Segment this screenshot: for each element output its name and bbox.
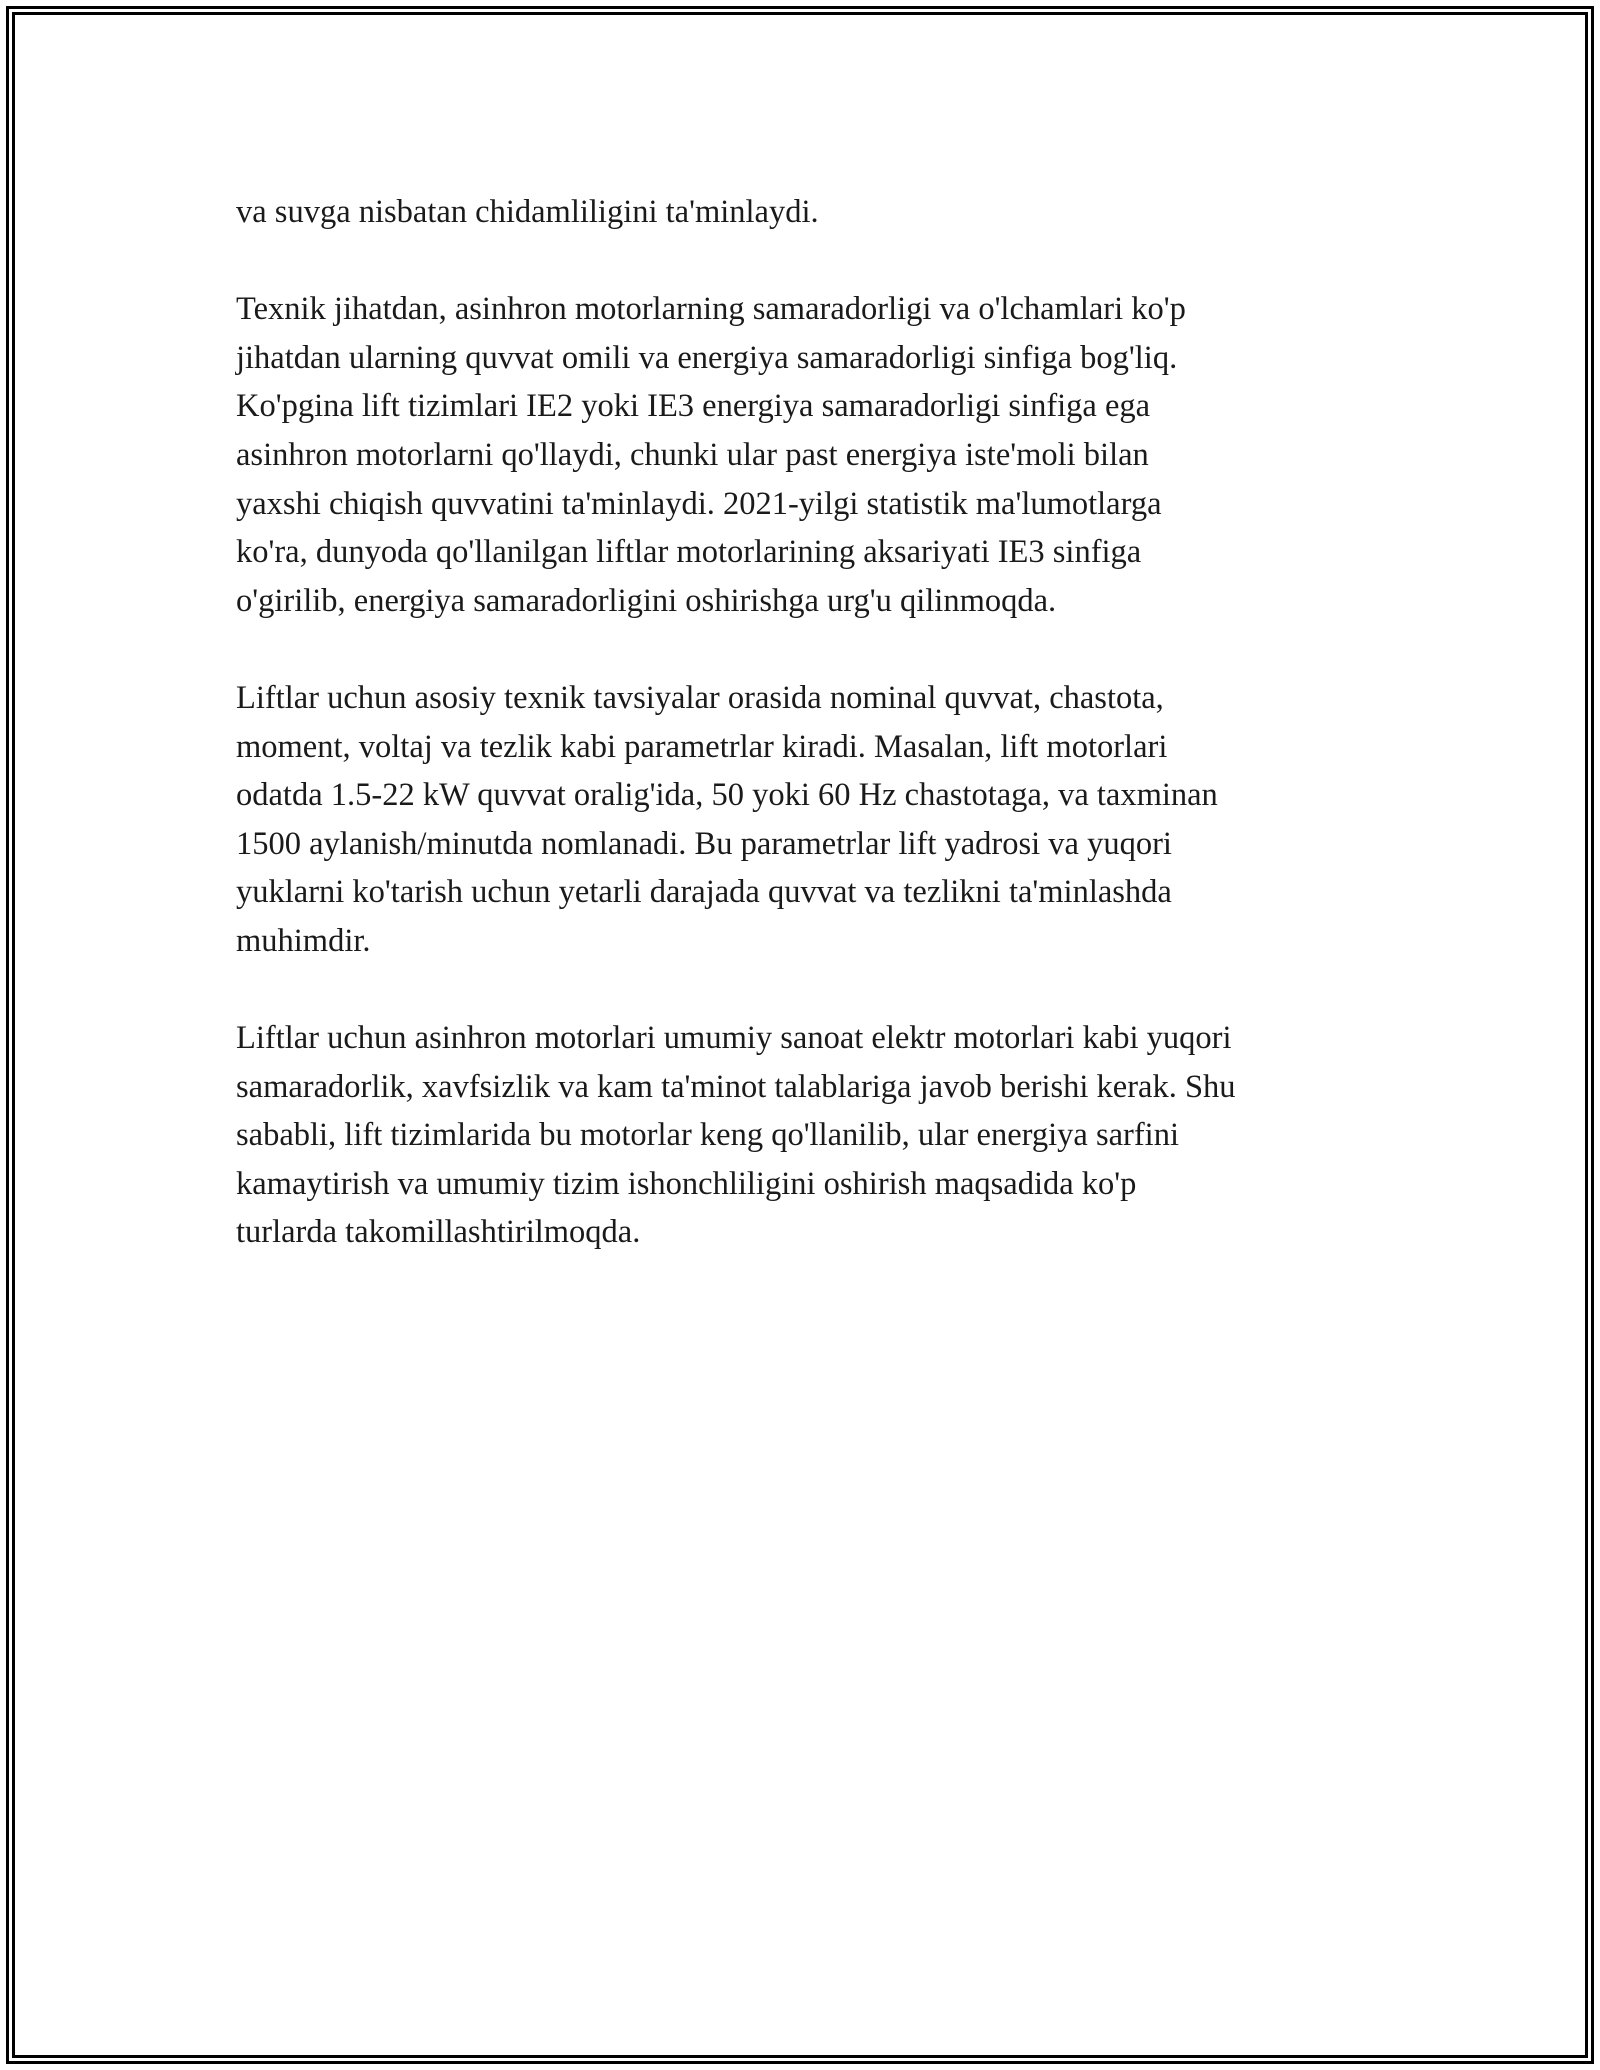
text-line: sababli, lift tizimlarida bu motorlar keng qo'llanilib, ular energiya sarfini xyxy=(236,1117,1179,1154)
text-line: yuklarni ko'tarish uchun yetarli darajada quvvat va tezlikni ta'minlashda xyxy=(236,874,1172,911)
text-line: Liftlar uchun asosiy texnik tavsiyalar orasida nominal quvvat, chastota, xyxy=(236,679,1164,716)
text-line: samaradorlik, xavfsizlik va kam ta'minot talablariga javob berishi kerak. Shu xyxy=(236,1068,1236,1105)
paragraph xyxy=(236,1014,1386,1257)
text-line: Texnik jihatdan, asinhron motorlarning samaradorligi va o'lchamlari ko'p xyxy=(236,291,1186,328)
text-line: Liftlar uchun asinhron motorlari umumiy sanoat elektr motorlari kabi yuqori xyxy=(236,1020,1232,1057)
text-line: va suvga nisbatan chidamliligini ta'minlaydi. xyxy=(236,194,819,230)
paragraph xyxy=(236,285,1386,625)
document-body xyxy=(236,188,1386,1306)
text-line: Ko'pgina lift tizimlari IE2 yoki IE3 energiya samaradorligi sinfiga ega xyxy=(236,388,1151,425)
text-line: o'girilib, energiya samaradorligini oshirishga urg'u qilinmoqda. xyxy=(236,582,1057,619)
text-line: kamaytirish va umumiy tizim ishonchliligini oshirish maqsadida ko'p xyxy=(236,1165,1137,1202)
text-line: turlarda takomillashtirilmoqda. xyxy=(236,1214,641,1251)
paragraph xyxy=(236,188,1386,237)
text-line: odatda 1.5-22 kW quvvat oralig'ida, 50 yoki 60 Hz chastotaga, va taxminan xyxy=(236,777,1218,814)
text-line: ko'ra, dunyoda qo'llanilgan liftlar motorlarining aksariyati IE3 sinfiga xyxy=(236,534,1142,571)
text-line: muhimdir. xyxy=(236,922,371,959)
paragraph xyxy=(236,674,1386,966)
text-line: moment, voltaj va tezlik kabi parametrlar kiradi. Masalan, lift motorlari xyxy=(236,728,1168,765)
text-line: asinhron motorlarni qo'llaydi, chunki ular past energiya iste'moli bilan xyxy=(236,436,1149,473)
text-line: 1500 aylanish/minutda nomlanadi. Bu parametrlar lift yadrosi va yuqori xyxy=(236,825,1172,862)
text-line: jihatdan ularning quvvat omili va energiya samaradorligi sinfiga bog'liq. xyxy=(236,339,1178,376)
text-line: yaxshi chiqish quvvatini ta'minlaydi. 2021-yilgi statistik ma'lumotlarga xyxy=(236,485,1162,522)
